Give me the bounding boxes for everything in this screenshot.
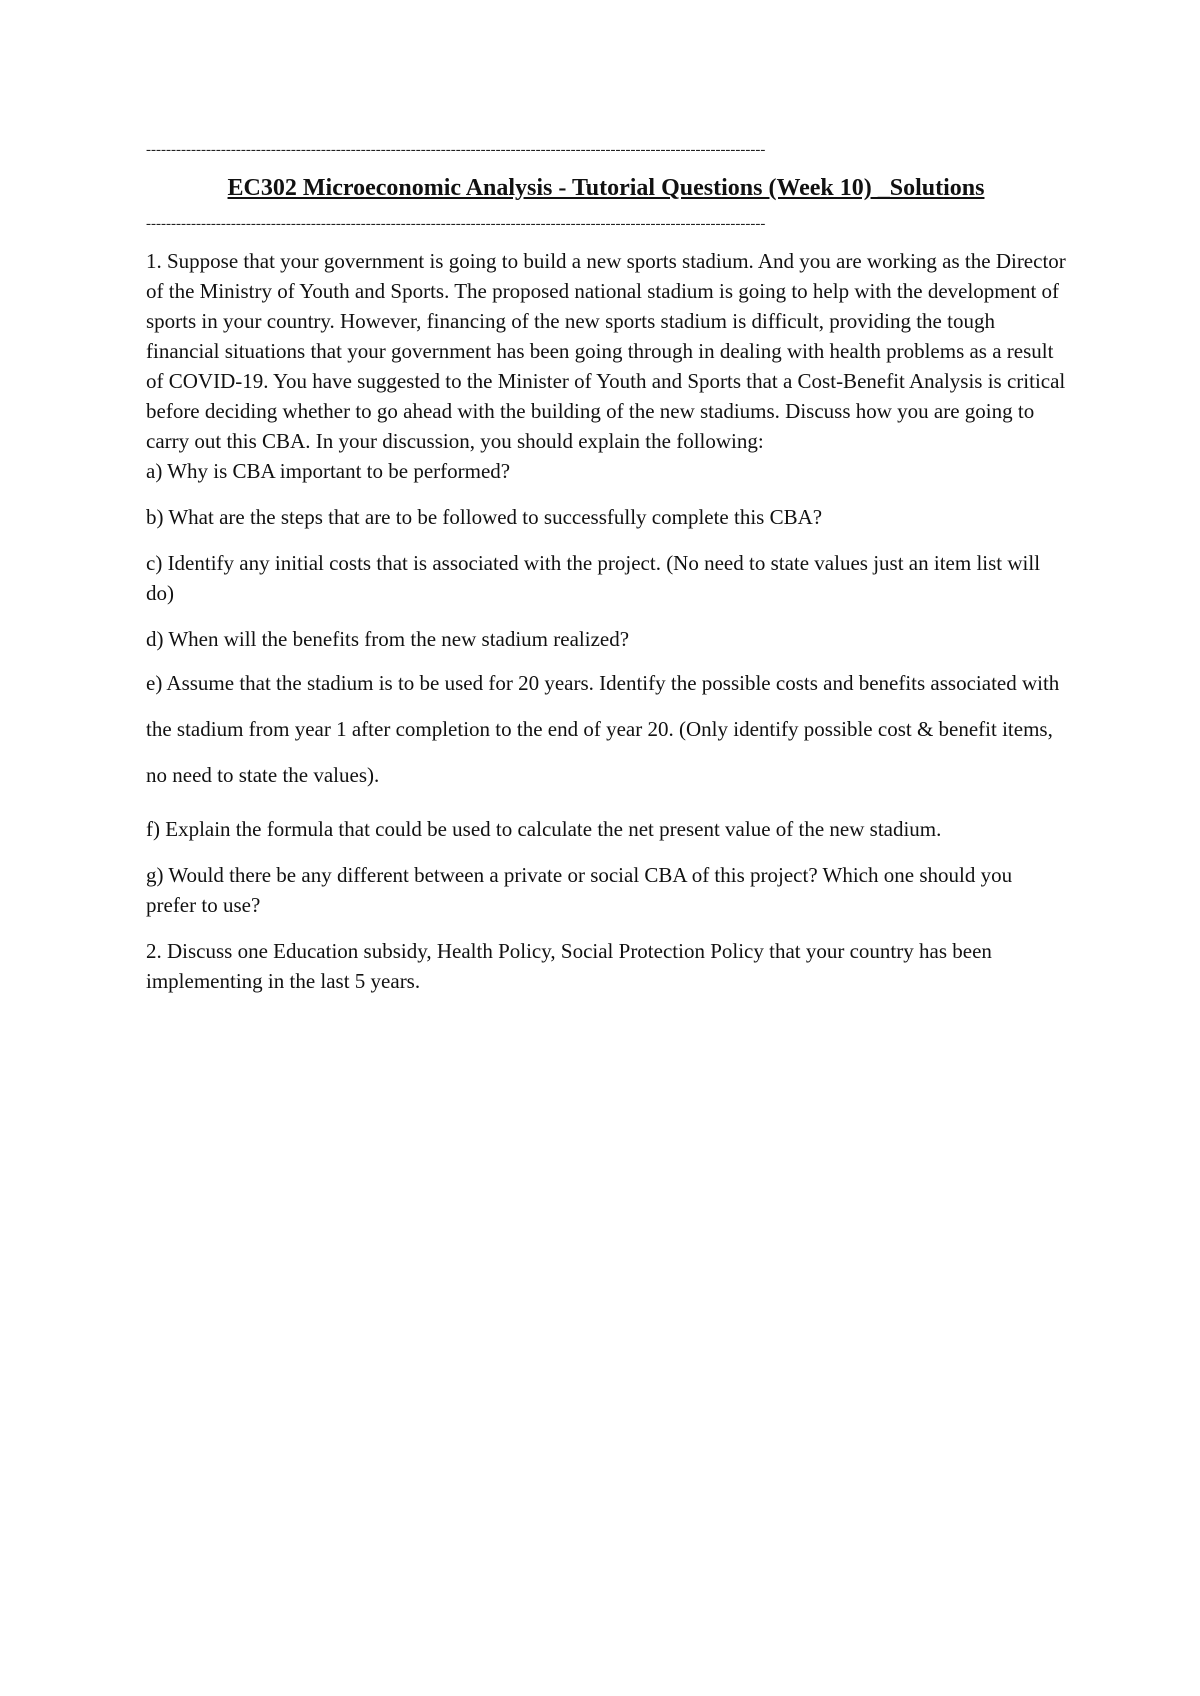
question-1f: f) Explain the formula that could be used to calculate the net present value of the new stadium.	[146, 817, 942, 841]
divider-top: ----------------------------------------------------------------------------------------------------------------------------	[146, 142, 766, 158]
document-page	[146, 140, 1066, 996]
question-1e: e) Assume that the stadium is to be used for 20 years. Identify the possible costs and benefits associated with the stadium from year 1 after completion to the end of year 20. (Only identify possible cost & benefit items, no need to state the values).	[146, 671, 1060, 787]
document-title: EC302 Microeconomic Analysis - Tutorial Questions (Week 10) _Solutions	[227, 175, 985, 201]
question-1c: c) Identify any initial costs that is associated with the project. (No need to state values just an item list will do)	[146, 551, 1041, 605]
question-1d: d) When will the benefits from the new stadium realized?	[146, 627, 630, 651]
question-1g: g) Would there be any different between a private or social CBA of this project? Which one should you prefer to use?	[146, 863, 1013, 917]
question-1-intro: 1. Suppose that your government is going to build a new sports stadium. And you are working as the Director of the Ministry of Youth and Sports. The proposed national stadium is going to help with the development of sports in your country. However, financing of the new sports stadium is difficult, providing the tough financial situations that your government has been going through in dealing with health problems as a result of COVID-19. You have suggested to the Minister of Youth and Sports that a Cost-Benefit Analysis is critical before deciding whether to go ahead with the building of the new stadiums. Discuss how you are going to carry out this CBA. In your discussion, you should explain the following:	[146, 249, 1066, 453]
question-2: 2. Discuss one Education subsidy, Health Policy, Social Protection Policy that your country has been implementing in the last 5 years.	[146, 939, 992, 993]
question-1b: b) What are the steps that are to be followed to successfully complete this CBA?	[146, 505, 823, 529]
divider-bottom: ----------------------------------------------------------------------------------------------------------------------------	[146, 216, 766, 232]
question-1a: a) Why is CBA important to be performed?	[146, 459, 511, 483]
